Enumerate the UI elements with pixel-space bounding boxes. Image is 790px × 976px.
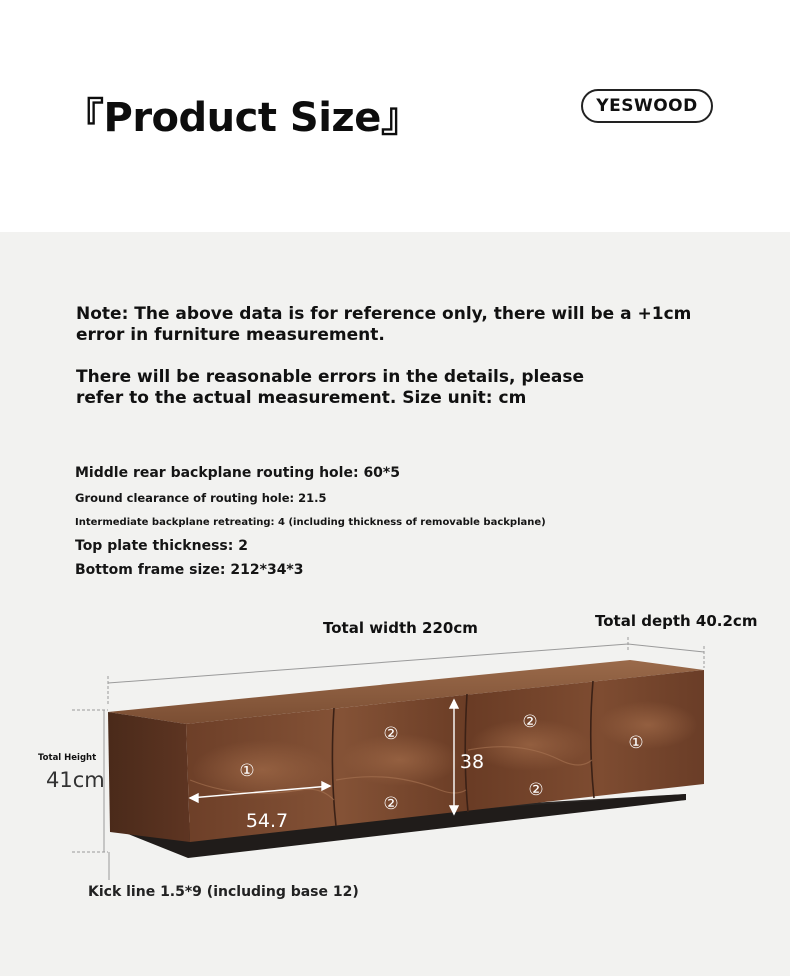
total-height-value: 41cm — [46, 768, 105, 792]
door-height-value: 38 — [459, 751, 485, 773]
spec-routing-hole: Middle rear backplane routing hole: 60*5 — [75, 465, 400, 481]
door-marker: ② — [522, 712, 538, 732]
total-height-caption: Total Height — [38, 753, 97, 763]
spec-backplane-retreat: Intermediate backplane retreating: 4 (including thickness of removable backplane) — [75, 517, 546, 528]
door-marker: ① — [628, 733, 644, 753]
total-depth-label: Total depth 40.2cm — [595, 612, 758, 630]
header-band — [0, 0, 790, 232]
spec-top-plate: Top plate thickness: 2 — [75, 538, 248, 554]
total-width-label: Total width 220cm — [323, 619, 478, 637]
door-marker: ② — [528, 780, 544, 800]
brand-logo: YESWOOD — [581, 89, 713, 123]
door-marker: ② — [383, 724, 399, 744]
door-width-value: 54.7 — [245, 810, 289, 832]
cabinet-side — [108, 712, 190, 842]
note-reference: Note: The above data is for reference only, there will be a +1cm error in furniture measurement. — [76, 304, 692, 345]
height-dimension-line — [72, 710, 109, 880]
door-marker: ① — [239, 761, 255, 781]
kick-line-label: Kick line 1.5*9 (including base 12) — [88, 884, 359, 900]
page-title: 『Product Size』 — [64, 95, 421, 141]
spec-bottom-frame: Bottom frame size: 212*34*3 — [75, 562, 304, 578]
cabinet-diagram — [0, 600, 790, 930]
door-marker: ② — [383, 794, 399, 814]
spec-ground-clearance: Ground clearance of routing hole: 21.5 — [75, 491, 327, 505]
note-errors: There will be reasonable errors in the details, please refer to the actual measurement. Size unit: cm — [76, 367, 584, 408]
